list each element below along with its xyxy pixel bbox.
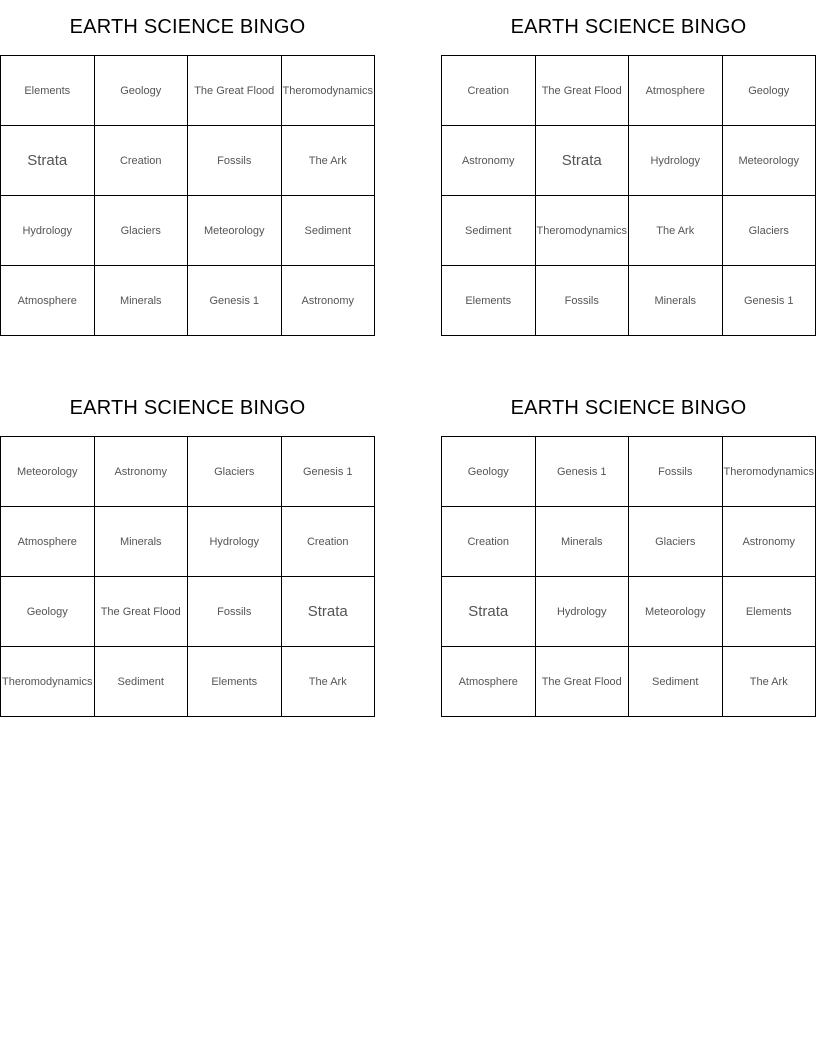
bingo-cell: Meteorology xyxy=(188,196,282,266)
bingo-cell: Astronomy xyxy=(723,507,816,577)
bingo-cell: Sediment xyxy=(282,196,376,266)
bingo-card-4 xyxy=(441,381,816,717)
bingo-cell: Meteorology xyxy=(629,577,723,647)
bingo-card-2 xyxy=(441,0,816,336)
bingo-cell: Genesis 1 xyxy=(188,266,282,336)
bingo-cell: Strata xyxy=(1,126,95,196)
bingo-cell: Fossils xyxy=(188,577,282,647)
bingo-cell: Theromodynamics xyxy=(282,56,376,126)
bingo-card-1 xyxy=(0,0,375,336)
bingo-grid xyxy=(441,55,816,336)
bingo-cell: Atmosphere xyxy=(1,507,95,577)
bingo-cell: Hydrology xyxy=(188,507,282,577)
bingo-cell: Geology xyxy=(723,56,816,126)
bingo-cell: The Great Flood xyxy=(188,56,282,126)
bingo-cell: Elements xyxy=(188,647,282,717)
bingo-cell: Atmosphere xyxy=(1,266,95,336)
bingo-cell: Creation xyxy=(442,507,536,577)
bingo-cell: The Ark xyxy=(282,126,376,196)
bingo-cell: Astronomy xyxy=(282,266,376,336)
bingo-cell: The Ark xyxy=(282,647,376,717)
bingo-cell: The Great Flood xyxy=(536,56,630,126)
card-title: EARTH SCIENCE BINGO xyxy=(69,397,306,419)
bingo-cell: Fossils xyxy=(629,437,723,507)
bingo-cell: Hydrology xyxy=(1,196,95,266)
bingo-cell: Fossils xyxy=(536,266,630,336)
bingo-cell: Elements xyxy=(723,577,816,647)
bingo-cell: Elements xyxy=(1,56,95,126)
card-title: EARTH SCIENCE BINGO xyxy=(69,16,306,38)
bingo-cell: Astronomy xyxy=(95,437,189,507)
bingo-cell: Minerals xyxy=(95,507,189,577)
bingo-cell: Creation xyxy=(95,126,189,196)
bingo-cell: Creation xyxy=(442,56,536,126)
bingo-cell: Hydrology xyxy=(629,126,723,196)
bingo-cell: The Ark xyxy=(723,647,816,717)
bingo-cell: Glaciers xyxy=(629,507,723,577)
bingo-cell: Sediment xyxy=(95,647,189,717)
card-title: EARTH SCIENCE BINGO xyxy=(510,16,747,38)
bingo-cell: Geology xyxy=(1,577,95,647)
bingo-cell: Geology xyxy=(442,437,536,507)
bingo-cell: The Ark xyxy=(629,196,723,266)
bingo-cell: Atmosphere xyxy=(629,56,723,126)
bingo-cell: Minerals xyxy=(536,507,630,577)
bingo-card-3 xyxy=(0,381,375,717)
bingo-cell: Hydrology xyxy=(536,577,630,647)
bingo-cell: Astronomy xyxy=(442,126,536,196)
bingo-cell: The Great Flood xyxy=(536,647,630,717)
bingo-cell: Atmosphere xyxy=(442,647,536,717)
bingo-cell: Fossils xyxy=(188,126,282,196)
bingo-cell: The Great Flood xyxy=(95,577,189,647)
bingo-cell: Glaciers xyxy=(723,196,816,266)
bingo-cell: Sediment xyxy=(442,196,536,266)
bingo-cell: Genesis 1 xyxy=(282,437,376,507)
bingo-cell: Minerals xyxy=(95,266,189,336)
bingo-cell: Theromodynamics xyxy=(1,647,95,717)
bingo-cell: Strata xyxy=(442,577,536,647)
bingo-cell: Glaciers xyxy=(188,437,282,507)
bingo-cell: Strata xyxy=(536,126,630,196)
bingo-cell: Elements xyxy=(442,266,536,336)
bingo-grid xyxy=(441,436,816,717)
bingo-cell: Strata xyxy=(282,577,376,647)
bingo-cell: Genesis 1 xyxy=(723,266,816,336)
bingo-cell: Meteorology xyxy=(723,126,816,196)
bingo-cell: Genesis 1 xyxy=(536,437,630,507)
bingo-grid xyxy=(0,436,375,717)
bingo-cell: Creation xyxy=(282,507,376,577)
bingo-cell: Geology xyxy=(95,56,189,126)
bingo-grid xyxy=(0,55,375,336)
bingo-cell: Glaciers xyxy=(95,196,189,266)
bingo-cell: Theromodynamics xyxy=(723,437,816,507)
bingo-cell: Sediment xyxy=(629,647,723,717)
bingo-cell: Theromodynamics xyxy=(536,196,630,266)
bingo-cell: Meteorology xyxy=(1,437,95,507)
bingo-cell: Minerals xyxy=(629,266,723,336)
card-title: EARTH SCIENCE BINGO xyxy=(510,397,747,419)
